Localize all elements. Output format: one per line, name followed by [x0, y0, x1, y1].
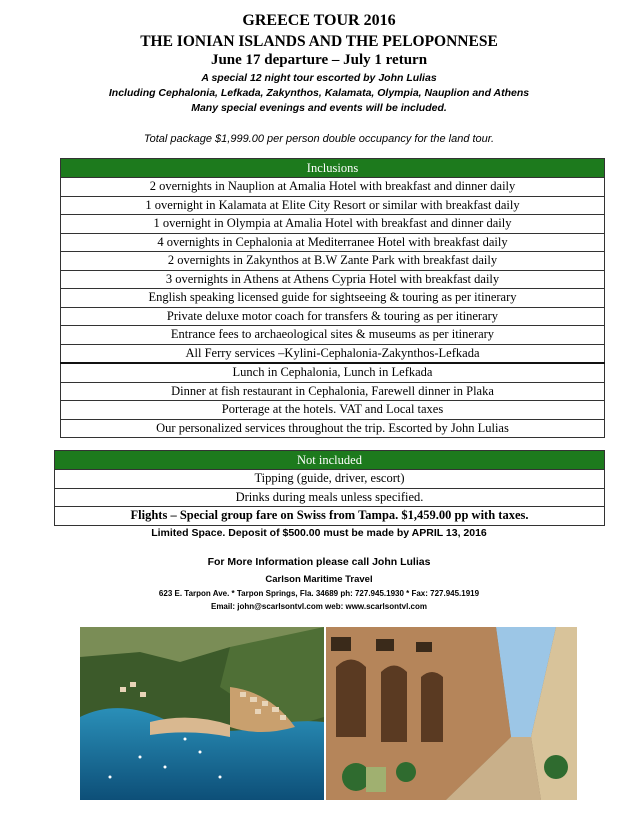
- agency-address: 623 E. Tarpon Ave. * Tarpon Springs, Fla. 34689 ph: 727.945.1930 * Fax: 727.945.1919: [158, 589, 480, 598]
- inclusion-item: 3 overnights in Athens at Athens Cypria Hotel with breakfast daily: [61, 270, 605, 289]
- street-photo-illustration: [326, 627, 577, 800]
- inclusion-item: All Ferry services –Kylini-Cephalonia-Zakynthos-Lefkada: [61, 344, 605, 363]
- inclusions-heading: Inclusions: [61, 159, 605, 178]
- tour-subtitle: THE IONIAN ISLANDS AND THE PELOPONNESE: [140, 33, 498, 50]
- harbor-photo: [80, 627, 324, 800]
- inclusion-item: Private deluxe motor coach for transfers & touring as per itinerary: [61, 307, 605, 326]
- tour-dates: June 17 departure – July 1 return: [210, 52, 428, 68]
- inclusion-item: Porterage at the hotels. VAT and Local taxes: [61, 401, 605, 420]
- inclusion-item: Lunch in Cephalonia, Lunch in Lefkada: [61, 363, 605, 382]
- tour-title: GREECE TOUR 2016: [242, 12, 396, 29]
- inclusion-item: 2 overnights in Zakynthos at B.W Zante Park with breakfast daily: [61, 252, 605, 271]
- not-included-item: Drinks during meals unless specified.: [55, 488, 605, 507]
- contact-line: For More Information please call John Lulias: [207, 556, 431, 568]
- inclusion-item: Our personalized services throughout the trip. Escorted by John Lulias: [61, 419, 605, 438]
- tour-description-line1: A special 12 night tour escorted by John Lulias: [201, 72, 437, 84]
- inclusion-item: 1 overnight in Olympia at Amalia Hotel with breakfast and dinner daily: [61, 215, 605, 234]
- not-included-heading: Not included: [55, 451, 605, 470]
- inclusion-item: Dinner at fish restaurant in Cephalonia, Farewell dinner in Plaka: [61, 382, 605, 401]
- inclusion-item: 4 overnights in Cephalonia at Mediterranee Hotel with breakfast daily: [61, 233, 605, 252]
- deposit-note: Limited Space. Deposit of $500.00 must be made by APRIL 13, 2016: [151, 527, 487, 539]
- not-included-item: Tipping (guide, driver, escort): [55, 470, 605, 489]
- agency-name: Carlson Maritime Travel: [265, 574, 373, 585]
- street-photo: [326, 627, 577, 800]
- inclusions-table: [60, 158, 605, 438]
- not-included-table: [54, 450, 605, 526]
- tour-description-line2: Including Cephalonia, Lefkada, Zakynthos, Kalamata, Olympia, Nauplion and Athens: [108, 87, 530, 99]
- harbor-photo-illustration: [80, 627, 324, 800]
- tour-description-line3: Many special evenings and events will be included.: [191, 102, 447, 114]
- flights-item: Flights – Special group fare on Swiss from Tampa. $1,459.00 pp with taxes.: [55, 507, 605, 526]
- agency-email-web: Email: john@scarlsontvl.com web: www.scarlsontvl.com: [210, 602, 427, 611]
- inclusion-item: 1 overnight in Kalamata at Elite City Resort or similar with breakfast daily: [61, 196, 605, 215]
- inclusion-item: 2 overnights in Nauplion at Amalia Hotel with breakfast and dinner daily: [61, 178, 605, 197]
- inclusion-item: English speaking licensed guide for sightseeing & touring as per itinerary: [61, 289, 605, 308]
- inclusion-item: Entrance fees to archaeological sites & museums as per itinerary: [61, 326, 605, 345]
- tour-price: Total package $1,999.00 per person double occupancy for the land tour.: [143, 133, 495, 145]
